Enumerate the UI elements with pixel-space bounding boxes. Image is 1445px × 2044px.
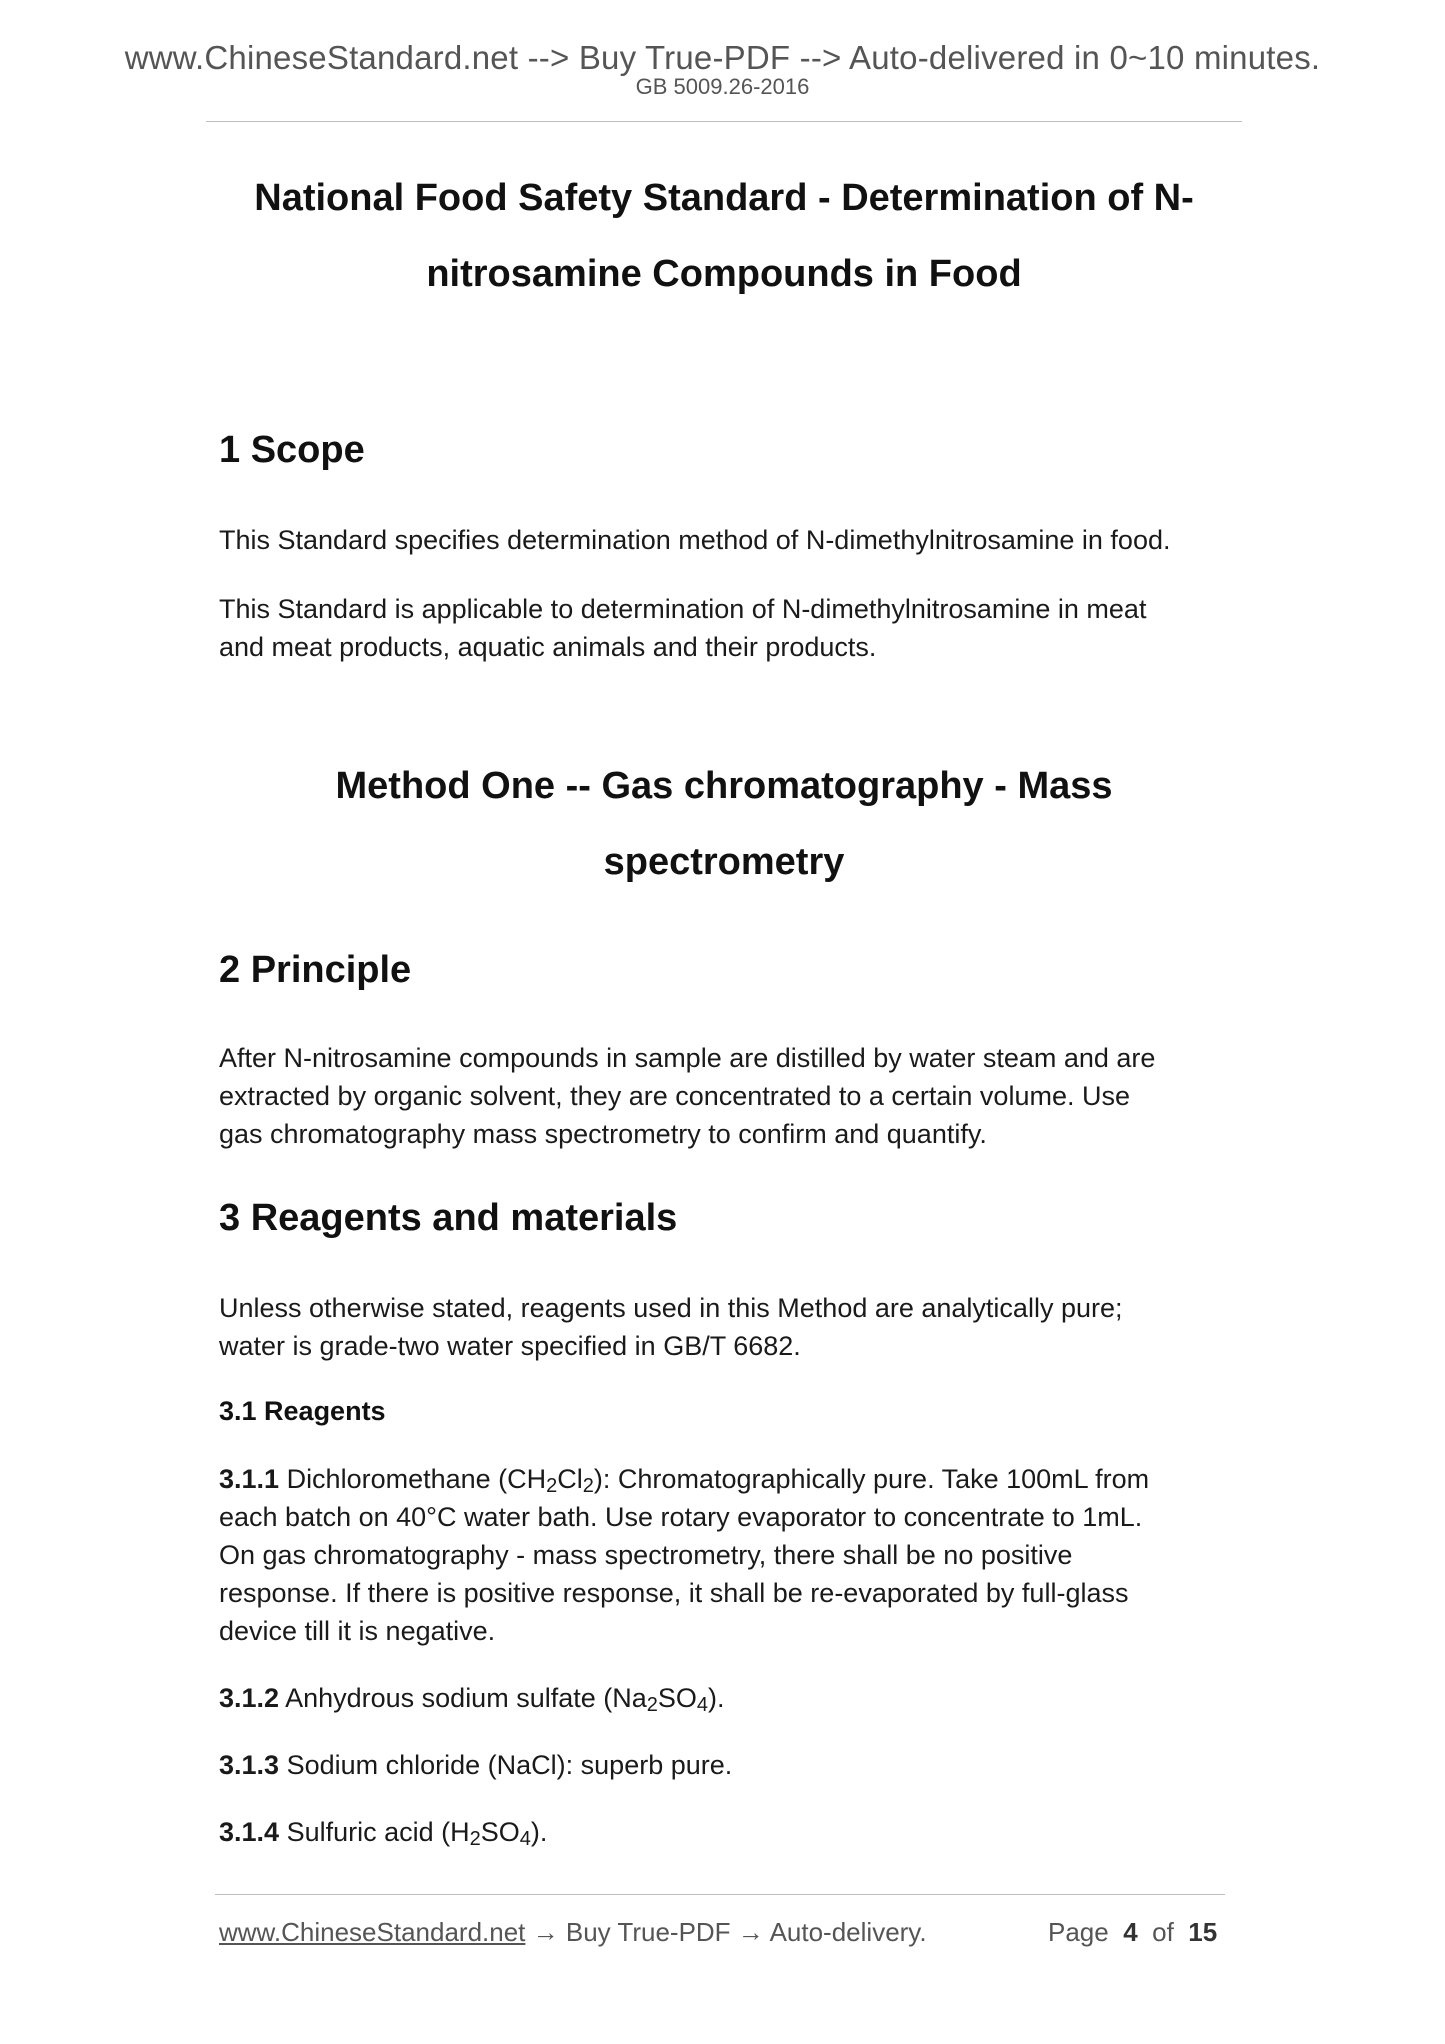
subscript: 4 (519, 1828, 531, 1850)
footer-divider (215, 1894, 1225, 1895)
reagent-item-sodium-sulfate (219, 1679, 1230, 1717)
subsection-heading-reagents: 3.1 Reagents (219, 1396, 386, 1426)
header-divider (206, 121, 1242, 122)
reagents-intro-line-2: water is grade-two water specified in GB/T 6682. (219, 1331, 801, 1361)
section-heading-scope: 1 Scope (219, 429, 365, 471)
scope-paragraph-2 (219, 590, 1230, 666)
reagents-intro-line-1: Unless otherwise stated, reagents used in this Method are analytically pure; (219, 1293, 1123, 1323)
section-heading-principle: 2 Principle (219, 949, 412, 991)
document-title (206, 160, 1242, 312)
page-number: 4 (1123, 1917, 1138, 1947)
reagent-text: SO (480, 1817, 520, 1847)
subscript: 2 (469, 1828, 481, 1850)
standard-code: GB 5009.26-2016 (635, 74, 810, 99)
scope-paragraph-1 (219, 521, 1230, 559)
reagents-intro (219, 1289, 1230, 1365)
reagent-number: 3.1.3 (219, 1750, 280, 1780)
page-total: 15 (1188, 1917, 1218, 1947)
page-indicator (1048, 1916, 1217, 1948)
reagent-text: Sodium chloride (NaCl): superb pure. (279, 1750, 733, 1780)
footer-source (219, 1916, 927, 1948)
reagent-1-line-1 (219, 1460, 1230, 1498)
reagent-1-line-2: each batch on 40°C water bath. Use rotary evaporator to concentrate to 1mL. (219, 1502, 1143, 1532)
reagent-1-line-4: response. If there is positive response, it shall be re-evaporated by full-glass (219, 1578, 1129, 1608)
reagent-1-line-3: On gas chromatography - mass spectrometry, there shall be no positive (219, 1540, 1073, 1570)
reagent-number: 3.1.2 (219, 1683, 280, 1713)
principle-line-2: extracted by organic solvent, they are concentrated to a certain volume. Use (219, 1081, 1130, 1111)
subscript: 2 (546, 1475, 558, 1497)
principle-paragraph (219, 1039, 1230, 1153)
section-heading-reagents: 3 Reagents and materials (219, 1197, 678, 1239)
title-line-2: nitrosamine Compounds in Food (426, 253, 1022, 295)
reagent-text: Dichloromethane (CH (279, 1464, 547, 1494)
method-title (206, 748, 1242, 900)
reagent-text: SO (657, 1683, 697, 1713)
reagent-item-sodium-chloride (219, 1746, 1230, 1784)
reagent-text: Sulfuric acid (H (279, 1817, 470, 1847)
page-label: Page (1048, 1917, 1109, 1947)
subscript: 2 (646, 1694, 658, 1716)
reagent-number: 3.1.1 (219, 1464, 280, 1494)
reagent-item-dichloromethane (219, 1460, 1230, 1650)
principle-line-1: After N-nitrosamine compounds in sample are distilled by water steam and are (219, 1043, 1156, 1073)
reagent-text: Anhydrous sodium sulfate (Na (279, 1683, 647, 1713)
subscript: 4 (696, 1694, 709, 1716)
principle-line-3: gas chromatography mass spectrometry to confirm and quantify. (219, 1119, 987, 1149)
page-of-label: of (1152, 1917, 1174, 1947)
reagent-1-line-5: device till it is negative. (219, 1616, 496, 1646)
scope-p2-line-1: This Standard is applicable to determination of N-dimethylnitrosamine in meat (219, 594, 1147, 624)
reagent-number: 3.1.4 (219, 1817, 280, 1847)
scope-p2-line-2: and meat products, aquatic animals and their products. (219, 632, 877, 662)
scope-p1-line: This Standard specifies determination method of N-dimethylnitrosamine in food. (219, 525, 1171, 555)
source-banner: www.ChineseStandard.net --> Buy True-PDF --> Auto-delivered in 0~10 minutes. (124, 39, 1321, 76)
subscript: 2 (582, 1475, 594, 1497)
title-line-1: National Food Safety Standard - Determination of N- (254, 177, 1194, 219)
reagent-item-sulfuric-acid (219, 1813, 1230, 1851)
footer-link-text: → Buy True-PDF → Auto-delivery. (525, 1917, 927, 1947)
reagent-text: ). (708, 1683, 725, 1713)
footer-website-link[interactable]: www.ChineseStandard.net (219, 1917, 526, 1947)
reagent-text: Cl (557, 1464, 583, 1494)
method-title-line-2: spectrometry (603, 841, 845, 883)
method-title-line-1: Method One -- Gas chromatography - Mass (335, 765, 1113, 807)
reagent-text: ). (530, 1817, 548, 1847)
reagent-text: ): Chromatographically pure. Take 100mL from (593, 1464, 1150, 1494)
